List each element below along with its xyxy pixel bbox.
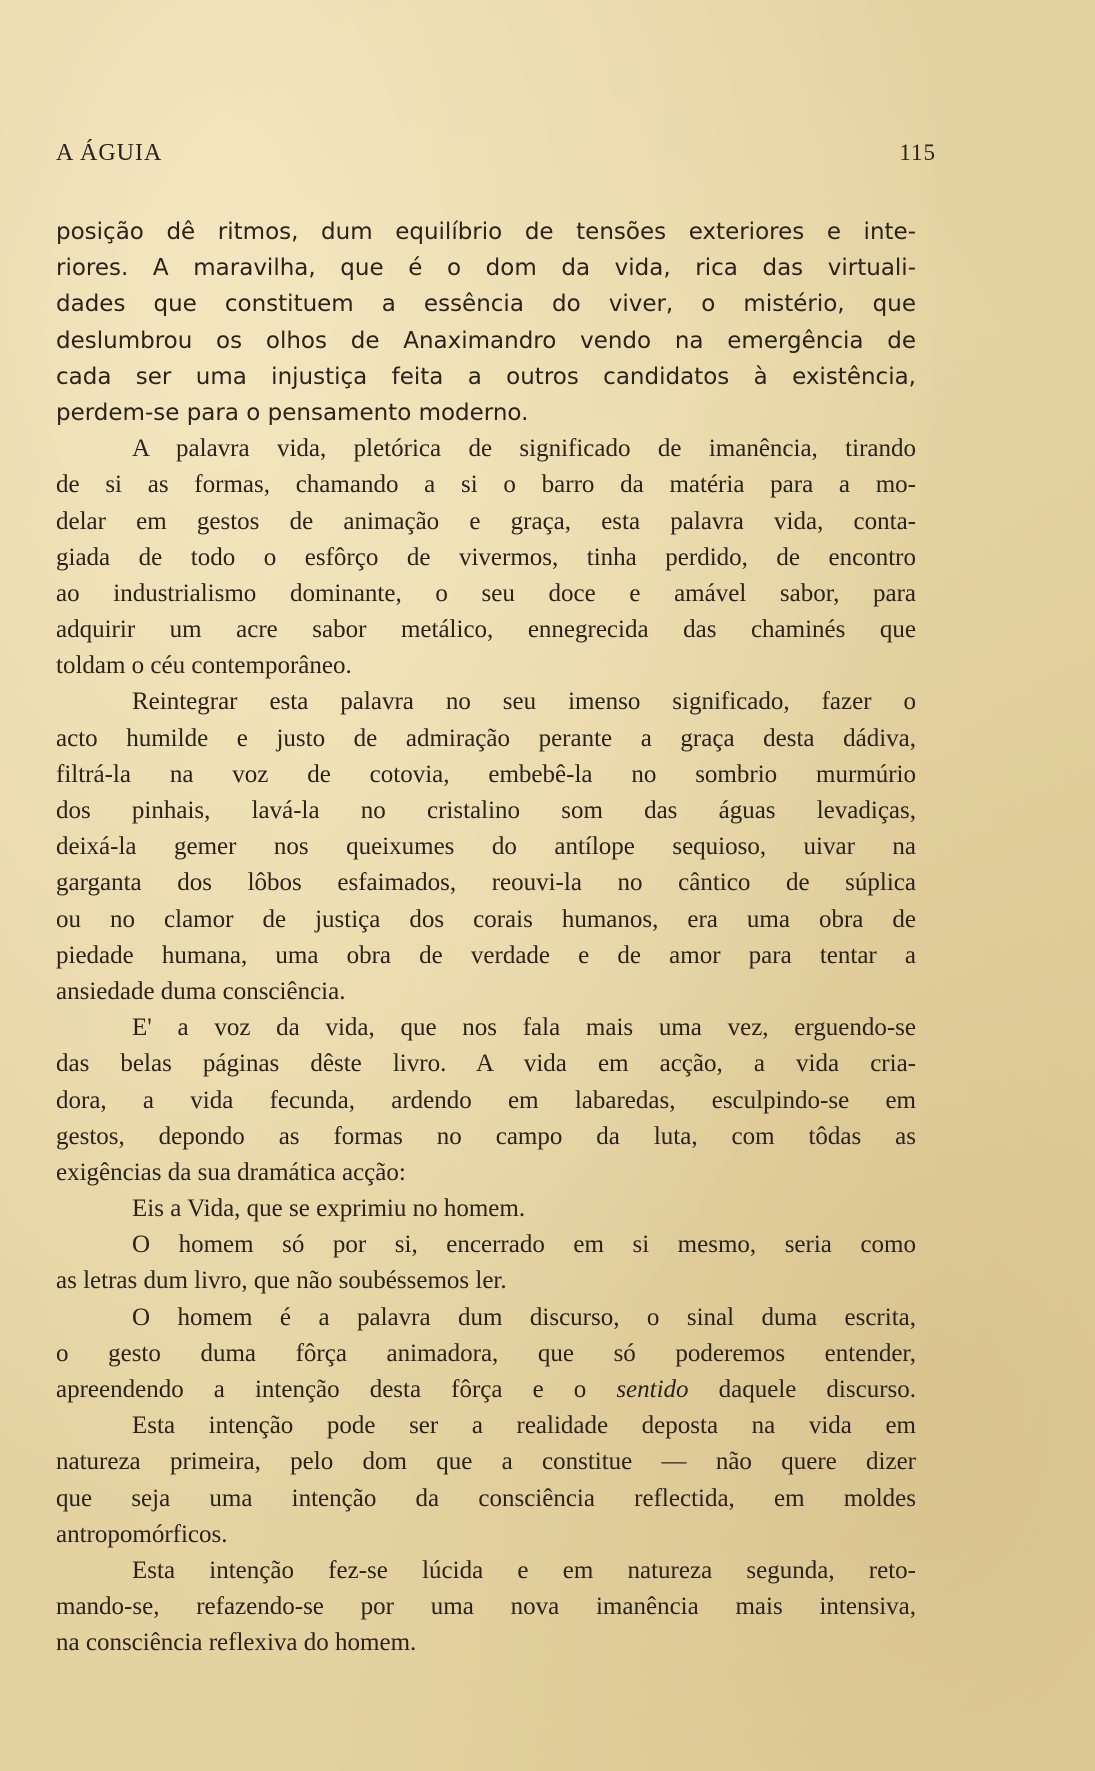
text-line <box>56 865 916 901</box>
line-text: dos pinhais, lavá-la no cristalino som das águas levadiças, <box>56 797 916 824</box>
line-text: cada ser uma injustiça feita a outros candidatos à existência, <box>56 363 916 390</box>
italic-word: sentido <box>616 1376 689 1403</box>
line-text-after: daquele discurso. <box>688 1376 917 1403</box>
line-text: natureza primeira, pelo dom que a constitue — não quere dizer <box>56 1448 916 1476</box>
text-line <box>56 359 916 395</box>
line-text: acto humilde e justo de admiração perante a graça desta dádiva, <box>56 724 916 752</box>
line-text: antropomórficos. <box>56 1520 228 1548</box>
text-line <box>56 1046 916 1082</box>
line-text: O homem é a palavra dum discurso, o sinal duma escrita, <box>132 1303 916 1331</box>
running-header <box>56 140 936 174</box>
text-line <box>56 757 916 793</box>
line-text: O homem só por si, encerrado em si mesmo, seria como <box>132 1231 916 1259</box>
text-line <box>56 721 916 757</box>
text-line <box>56 250 916 286</box>
line-text: perdem-se para o pensamento moderno. <box>56 399 529 426</box>
line-text: gestos, depondo as formas no campo da luta, com tôdas as <box>56 1122 916 1150</box>
line-text: toldam o céu contemporâneo. <box>56 652 352 680</box>
line-text: na consciência reflexiva do homem. <box>56 1629 417 1657</box>
line-text: filtrá-la na voz de cotovia, embebê-la no sombrio murmúrio <box>56 760 916 788</box>
line-text: giada de todo o esfôrço de vivermos, tinha perdido, de encontro <box>56 543 916 571</box>
text-line <box>56 1300 916 1336</box>
text-line <box>56 1625 916 1661</box>
line-text: de si as formas, chamando a si o barro da matéria para a mo- <box>56 471 916 499</box>
text-line <box>56 467 916 503</box>
body-text <box>56 214 916 1662</box>
text-line <box>56 612 916 648</box>
line-text: posição dê ritmos, dum equilíbrio de tensões exteriores e inte- <box>56 219 916 245</box>
text-line <box>56 540 916 576</box>
text-line <box>56 1589 916 1625</box>
text-line <box>56 431 916 467</box>
text-line <box>56 793 916 829</box>
text-line <box>56 648 916 684</box>
text-line <box>56 1553 916 1589</box>
text-line <box>56 323 916 359</box>
text-line <box>56 1481 916 1517</box>
text-line <box>56 1010 916 1046</box>
text-line <box>56 286 916 322</box>
line-text: deixá-la gemer nos queixumes do antílope sequioso, uivar na <box>56 833 916 861</box>
line-text: riores. A maravilha, que é o dom da vida, rica das virtuali- <box>56 255 916 282</box>
line-text: das belas páginas dêste livro. A vida em acção, a vida cria- <box>56 1050 916 1078</box>
text-line <box>56 214 916 250</box>
text-line <box>56 1191 916 1227</box>
text-line <box>56 576 916 612</box>
text-line <box>56 684 916 720</box>
line-text: que seja uma intenção da consciência reflectida, em moldes <box>56 1484 916 1512</box>
text-line <box>56 902 916 938</box>
line-text: dades que constituem a essência do viver, o mistério, que <box>56 291 916 318</box>
line-text: o gesto duma fôrça animadora, que só poderemos entender, <box>56 1339 916 1367</box>
line-text: A palavra vida, pletórica de significado de imanência, tirando <box>132 435 916 463</box>
text-line <box>56 1155 916 1191</box>
line-text: ao industrialismo dominante, o seu doce e amável sabor, para <box>56 579 916 607</box>
text-line <box>56 1372 916 1408</box>
line-text: Esta intenção pode ser a realidade deposta na vida em <box>132 1412 916 1440</box>
line-text: garganta dos lôbos esfaimados, reouvi-la no cântico de súplica <box>56 869 916 897</box>
text-line <box>56 1119 916 1155</box>
text-line <box>56 1336 916 1372</box>
line-text: Esta intenção fez-se lúcida e em natureza segunda, reto- <box>132 1556 916 1584</box>
text-line <box>56 1444 916 1480</box>
line-text: Reintegrar esta palavra no seu imenso significado, fazer o <box>132 688 916 716</box>
text-line <box>56 1227 916 1263</box>
text-line <box>56 1083 916 1119</box>
line-text: dora, a vida fecunda, ardendo em labaredas, esculpindo-se em <box>56 1086 916 1114</box>
text-line <box>56 974 916 1010</box>
line-text: piedade humana, uma obra de verdade e de amor para tentar a <box>56 941 916 969</box>
text-line <box>56 1263 916 1299</box>
line-text: Eis a Vida, que se exprimiu no homem. <box>132 1195 526 1223</box>
line-text: ansiedade duma consciência. <box>56 977 346 1005</box>
text-line <box>56 1408 916 1444</box>
line-text: adquirir um acre sabor metálico, ennegrecida das chaminés que <box>56 616 916 644</box>
text-line <box>56 829 916 865</box>
line-text: delar em gestos de animação e graça, esta palavra vida, conta- <box>56 507 916 535</box>
line-text: exigências da sua dramática acção: <box>56 1158 406 1186</box>
text-line <box>56 504 916 540</box>
line-text: E' a voz da vida, que nos fala mais uma vez, erguendo-se <box>132 1014 916 1042</box>
page-number: 115 <box>899 140 936 165</box>
line-text: mando-se, refazendo-se por uma nova imanência mais intensiva, <box>56 1593 916 1621</box>
line-text: apreendendo a intenção desta fôrça e o <box>56 1376 587 1403</box>
text-line <box>56 1517 916 1553</box>
line-text: as letras dum livro, que não soubéssemos ler. <box>56 1267 507 1295</box>
journal-title: A ÁGUIA <box>56 140 163 166</box>
text-line <box>56 938 916 974</box>
line-text: deslumbrou os olhos de Anaximandro vendo na emergência de <box>56 327 916 354</box>
text-line <box>56 395 916 431</box>
line-text: ou no clamor de justiça dos corais humanos, era uma obra de <box>56 905 916 933</box>
